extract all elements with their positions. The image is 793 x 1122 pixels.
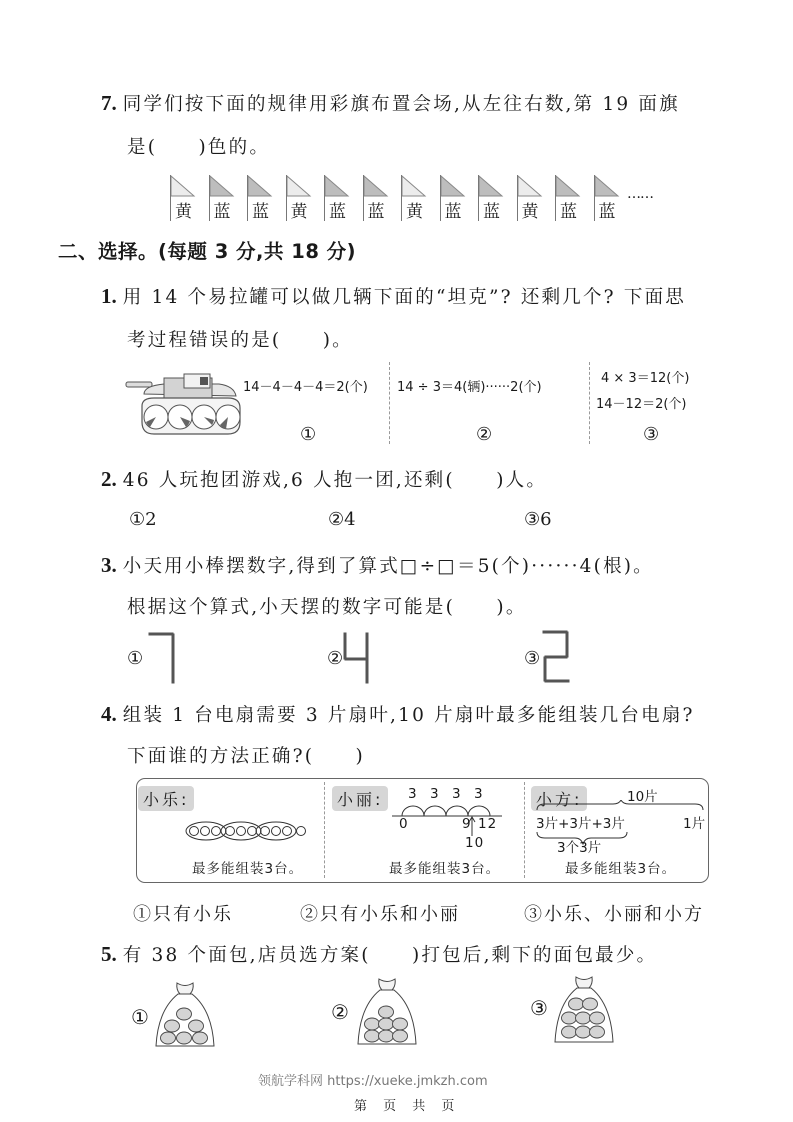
xiaofang-total: 10片 [627,789,658,805]
bread [379,1018,394,1030]
flag-icon [517,175,547,197]
q3-option-3-marker[interactable]: ③ [524,648,541,669]
option-2-marker: ② [476,424,493,445]
tick-label: 9 [462,816,472,832]
flag-pole [594,175,595,221]
bread-bag-3 [549,974,619,1046]
question-number: 5. [101,942,117,966]
option-3-equation-2: 14－12＝2(个) [596,397,687,412]
flag [170,175,200,223]
flag-row [170,175,640,225]
jump-label: 3 [430,786,440,802]
question-1-line2: 考过程错误的是( )。 [127,330,353,351]
flag-icon [324,175,354,197]
bread [590,1012,605,1024]
page-indicator: 第 页 共 页 [354,1099,461,1114]
question-5 [101,941,657,967]
flag-pole [478,175,479,221]
flag-pole [209,175,210,221]
flag [594,175,624,223]
mark-label: 10 [465,835,485,851]
flag-label: 蓝 [329,202,346,222]
q4-option-1[interactable]: ①只有小乐 [133,904,233,925]
flag-label: 蓝 [252,202,269,222]
bread [189,1020,204,1032]
question-4-line2: 下面谁的方法正确?( ) [127,746,365,767]
bread [165,1020,180,1032]
question-number: 7. [101,91,117,115]
flag-label: 蓝 [598,202,616,222]
flag-label: 蓝 [444,202,462,222]
option-1-marker: ① [300,424,317,445]
flag-pole [170,175,171,221]
bread [576,1012,591,1024]
xiaoli-label: 小丽: [332,786,388,811]
flag-icon [170,175,200,197]
bread [583,998,598,1010]
divider [524,782,525,878]
tick-label: 0 [399,816,409,832]
stick-digit-2 [538,628,578,688]
question-4 [101,701,695,727]
watermark: 领航学科网 https://xueke.jmkzh.com [258,1074,488,1089]
option-3-equation-1: 4 × 3＝12(个) [601,371,690,386]
flag-label: 蓝 [560,202,577,222]
flag-icon [401,175,431,197]
bread [193,1032,208,1044]
question-2 [101,466,547,492]
bread-bag-1 [150,980,220,1050]
question-1 [101,283,686,309]
jump-label: 3 [474,786,484,802]
flag [286,175,316,223]
bread [177,1008,192,1020]
question-3-line2: 根据这个算式,小天摆的数字可能是( )。 [127,597,527,618]
xiaofang-groups: 3个3片 [557,840,602,856]
flag [440,175,470,223]
bread [379,1030,394,1042]
divider [324,782,325,878]
question-7-line2: 是( )色的。 [127,137,271,158]
question-text: 有 38 个面包,店员选方案( )打包后,剩下的面包最少。 [122,945,658,966]
flag-label: 黄 [175,202,192,222]
bread-bag-2 [352,976,422,1048]
flag [324,175,354,223]
flag-pole [401,175,402,221]
flag-pole [324,175,325,221]
question-number: 3. [101,553,117,577]
bread [393,1018,408,1030]
xiaole-circles [184,818,314,844]
option-3-marker: ③ [643,424,660,445]
bread [562,1012,577,1024]
flag [209,175,239,223]
flag [247,175,277,223]
q2-option-3[interactable]: ③6 [524,509,552,530]
flag-label: 蓝 [483,202,500,222]
jump-label: 3 [452,786,462,802]
bread [576,1026,591,1038]
xiaofang-result: 最多能组装3台。 [565,861,677,877]
jump-label: 3 [408,786,418,802]
flag-label: 蓝 [367,202,385,222]
flag [517,175,547,223]
question-text: 46 人玩抱团游戏,6 人抱一团,还剩( )人。 [122,470,548,491]
flag-pole [555,175,556,221]
xiaole-result: 最多能组装3台。 [192,861,304,877]
option-2-equation: 14 ÷ 3＝4(辆)······2(个) [397,380,542,395]
flag [363,175,393,223]
bread [590,1026,605,1038]
arrow-icon [468,816,476,836]
flag-icon [247,175,277,197]
flag-label: 黄 [521,202,539,222]
bread [562,1026,577,1038]
flag-label: 黄 [406,202,423,222]
question-number: 2. [101,467,117,491]
flag-icon [286,175,316,197]
question-text: 组装 1 台电扇需要 3 片扇叶,10 片扇叶最多能组装几台电扇? [122,705,695,726]
stick-digit-7 [146,630,186,686]
flag-pole [286,175,287,221]
flag-label: 黄 [290,202,308,222]
flag-pole [440,175,441,221]
bread [161,1032,176,1044]
flag-label: 蓝 [213,202,231,222]
question-text: 同学们按下面的规律用彩旗布置会场,从左往右数,第 19 面旗 [122,94,680,115]
flag [478,175,508,223]
flag [401,175,431,223]
q3-option-1-marker[interactable]: ① [127,648,144,669]
flag [555,175,585,223]
xiaoli-result: 最多能组装3台。 [389,861,501,877]
q4-option-3[interactable]: ③小乐、小丽和小方 [524,904,704,925]
tick-label: 12 [478,816,498,832]
question-text: 小天用小棒摆数字,得到了算式□÷□＝5(个)······4(根)。 [122,556,654,577]
q5-option-3-marker[interactable]: ③ [530,996,548,1020]
section-title: 二、选择。(每题 3 分,共 18 分) [58,240,357,263]
q2-option-2[interactable]: ②4 [328,509,356,530]
q2-option-1[interactable]: ①2 [129,509,157,530]
bread [365,1030,380,1042]
option-1-equation: 14－4－4－4＝2(个) [243,380,368,395]
question-3 [101,552,654,578]
divider [389,362,390,444]
question-number: 1. [101,284,117,308]
xiaofang-sum: 3片+3片+3片 [536,816,625,832]
flag-pole [517,175,518,221]
question-number: 4. [101,702,117,726]
stick-digit-4 [340,630,380,686]
bread [379,1006,394,1018]
q4-option-2[interactable]: ②只有小乐和小丽 [300,904,460,925]
xiaofang-label: 小方: [531,786,587,811]
question-text: 用 14 个易拉罐可以做几辆下面的“坦克”? 还剩几个? 下面思 [122,287,686,308]
q5-option-1-marker[interactable]: ① [131,1005,149,1029]
flag-pole [247,175,248,221]
q3-option-2-marker[interactable]: ② [327,648,344,669]
bread [393,1030,408,1042]
flag-icon [440,175,470,197]
flag-icon [209,175,239,197]
flag-icon [555,175,585,197]
xiaole-label: 小乐: [138,786,194,811]
flag-ellipsis: …… [627,186,653,202]
flag-icon [478,175,508,197]
question-7 [101,90,680,116]
bread [177,1032,192,1044]
flag-pole [363,175,364,221]
xiaofang-rest: 1片 [683,816,706,832]
q5-option-2-marker[interactable]: ② [331,1000,349,1024]
flag-icon [363,175,393,197]
flag-icon [594,175,624,197]
tank-illustration [124,372,244,438]
divider [589,362,590,444]
bread [569,998,584,1010]
bread [365,1018,380,1030]
